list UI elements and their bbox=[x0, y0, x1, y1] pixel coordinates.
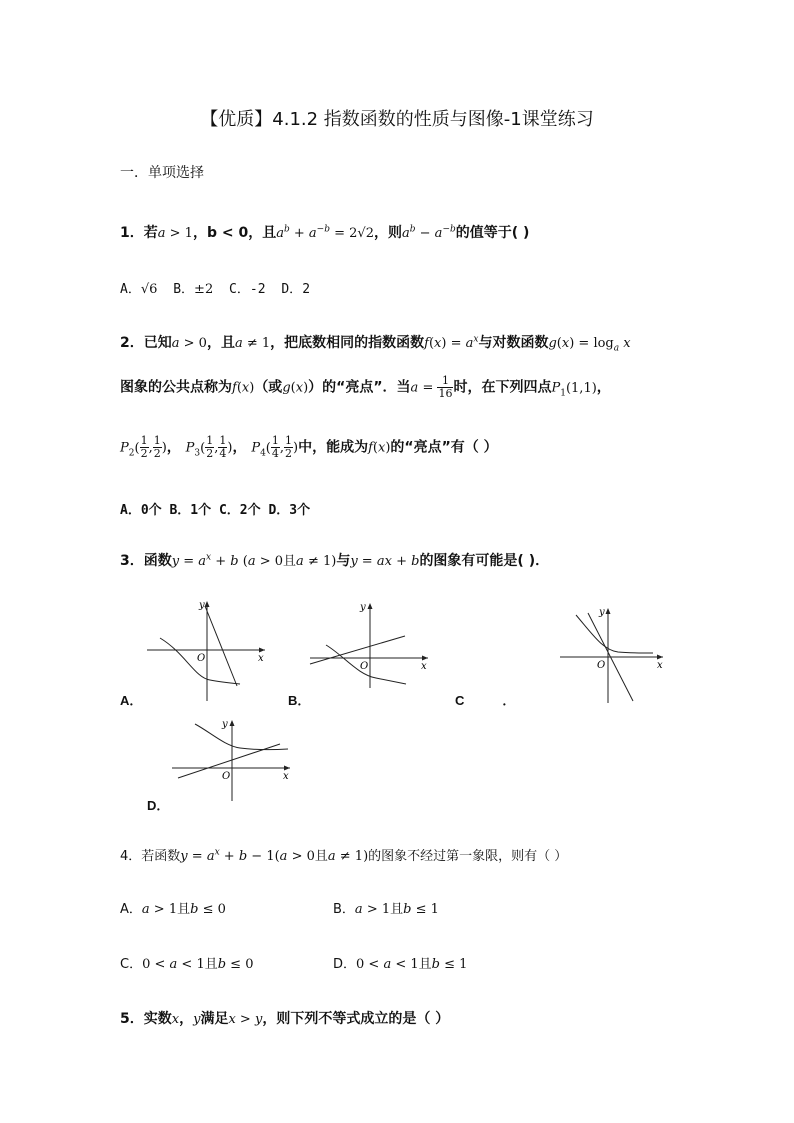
graph-a[interactable] bbox=[145, 598, 270, 703]
question-4: 4．若函数$y = a^x + b - 1(a > 0$且a ≠ 1)的图象不经过第一象限，则有（ ） bbox=[120, 847, 568, 864]
label-b: B． bbox=[288, 693, 311, 708]
page-title: 【优质】4.1.2 指数函数的性质与图像-1课堂练习 bbox=[200, 109, 594, 130]
graph-c[interactable] bbox=[558, 605, 668, 705]
option-b[interactable]: ±2 bbox=[194, 282, 214, 297]
svg-text:x: x bbox=[421, 661, 427, 672]
question-number: 5． bbox=[120, 1011, 144, 1027]
svg-text:y: y bbox=[360, 602, 366, 613]
label-c: C ． bbox=[455, 693, 516, 708]
math-formula: $a^b$ bbox=[276, 224, 290, 241]
question-5: 5．实数x，y满足x > y，则下列不等式成立的是（ ） bbox=[120, 1011, 450, 1027]
section-heading: 一．单项选择 bbox=[120, 165, 204, 181]
option-c[interactable]: C．0 < a < 1且b ≤ 0 bbox=[120, 957, 254, 972]
svg-text:O: O bbox=[222, 771, 231, 782]
question-2-line-2: 图象的公共点称为f(x)（或g(x)）的“亮点”．当a = $\frac{1}{16}$ 时，在下列四点$P_1(1,1)$， bbox=[120, 374, 611, 400]
svg-text:y: y bbox=[599, 607, 605, 618]
label-d: D． bbox=[147, 798, 170, 813]
svg-text:x: x bbox=[657, 660, 663, 671]
question-2-line-3: $P_2$( $\frac{1}{2}$ , $\frac{1}{2}$ )， $P_3$( $\frac{1}{2}$ , $\frac{1}{4}$ )， $P_4$( $\frac{1}{4}$ , $\frac{1}{2}$ )中，能成为f(x)的“亮点”有（ ） bbox=[120, 434, 498, 460]
question-number: 1． bbox=[120, 225, 144, 241]
option-a[interactable]: √6 bbox=[140, 282, 158, 297]
svg-text:x: x bbox=[258, 653, 264, 664]
question-3: 3．函数$y = a^x + b$ (a > 0且a ≠ 1)与y = ax + b的图象有可能是( )． bbox=[120, 552, 550, 569]
option-d[interactable]: D．0 < a < 1且b ≤ 1 bbox=[333, 957, 468, 972]
option-a[interactable]: A．a > 1且b ≤ 0 bbox=[120, 902, 226, 917]
label-a: A． bbox=[120, 693, 143, 708]
svg-text:x: x bbox=[283, 771, 289, 782]
question-number: 2． bbox=[120, 335, 144, 351]
question-number: 4． bbox=[120, 849, 142, 864]
option-c[interactable]: -2 bbox=[249, 282, 266, 297]
svg-text:y: y bbox=[199, 600, 205, 611]
question-2: 2．已知a > 0，且a ≠ 1，把底数相同的指数函数$f(x) = a^x$与对数函数$g(x) = \log_a x$ bbox=[120, 334, 631, 354]
svg-text:y: y bbox=[222, 719, 228, 730]
option-b[interactable]: B．a > 1且b ≤ 1 bbox=[333, 902, 439, 917]
math-formula: a bbox=[157, 226, 166, 241]
question-2-options[interactable]: A．0个 B．1个 C．2个 D．3个 bbox=[120, 503, 311, 518]
option-d[interactable]: 2 bbox=[302, 282, 311, 297]
math-formula: $a^b$ bbox=[401, 224, 416, 241]
question-1: 1．若a > 1，b < 0，且$a^b + a^{-b} = 2√2$，则$a^b - a^{-b}$的值等于( ) bbox=[120, 224, 530, 241]
svg-text:O: O bbox=[597, 660, 606, 671]
graph-d[interactable] bbox=[170, 718, 295, 803]
question-number: 3． bbox=[120, 553, 144, 569]
question-1-options: A．√6 B．±2 C．-2 D．2 bbox=[120, 282, 311, 297]
graph-b[interactable] bbox=[308, 600, 433, 690]
svg-text:O: O bbox=[360, 661, 369, 672]
svg-text:O: O bbox=[197, 653, 206, 664]
